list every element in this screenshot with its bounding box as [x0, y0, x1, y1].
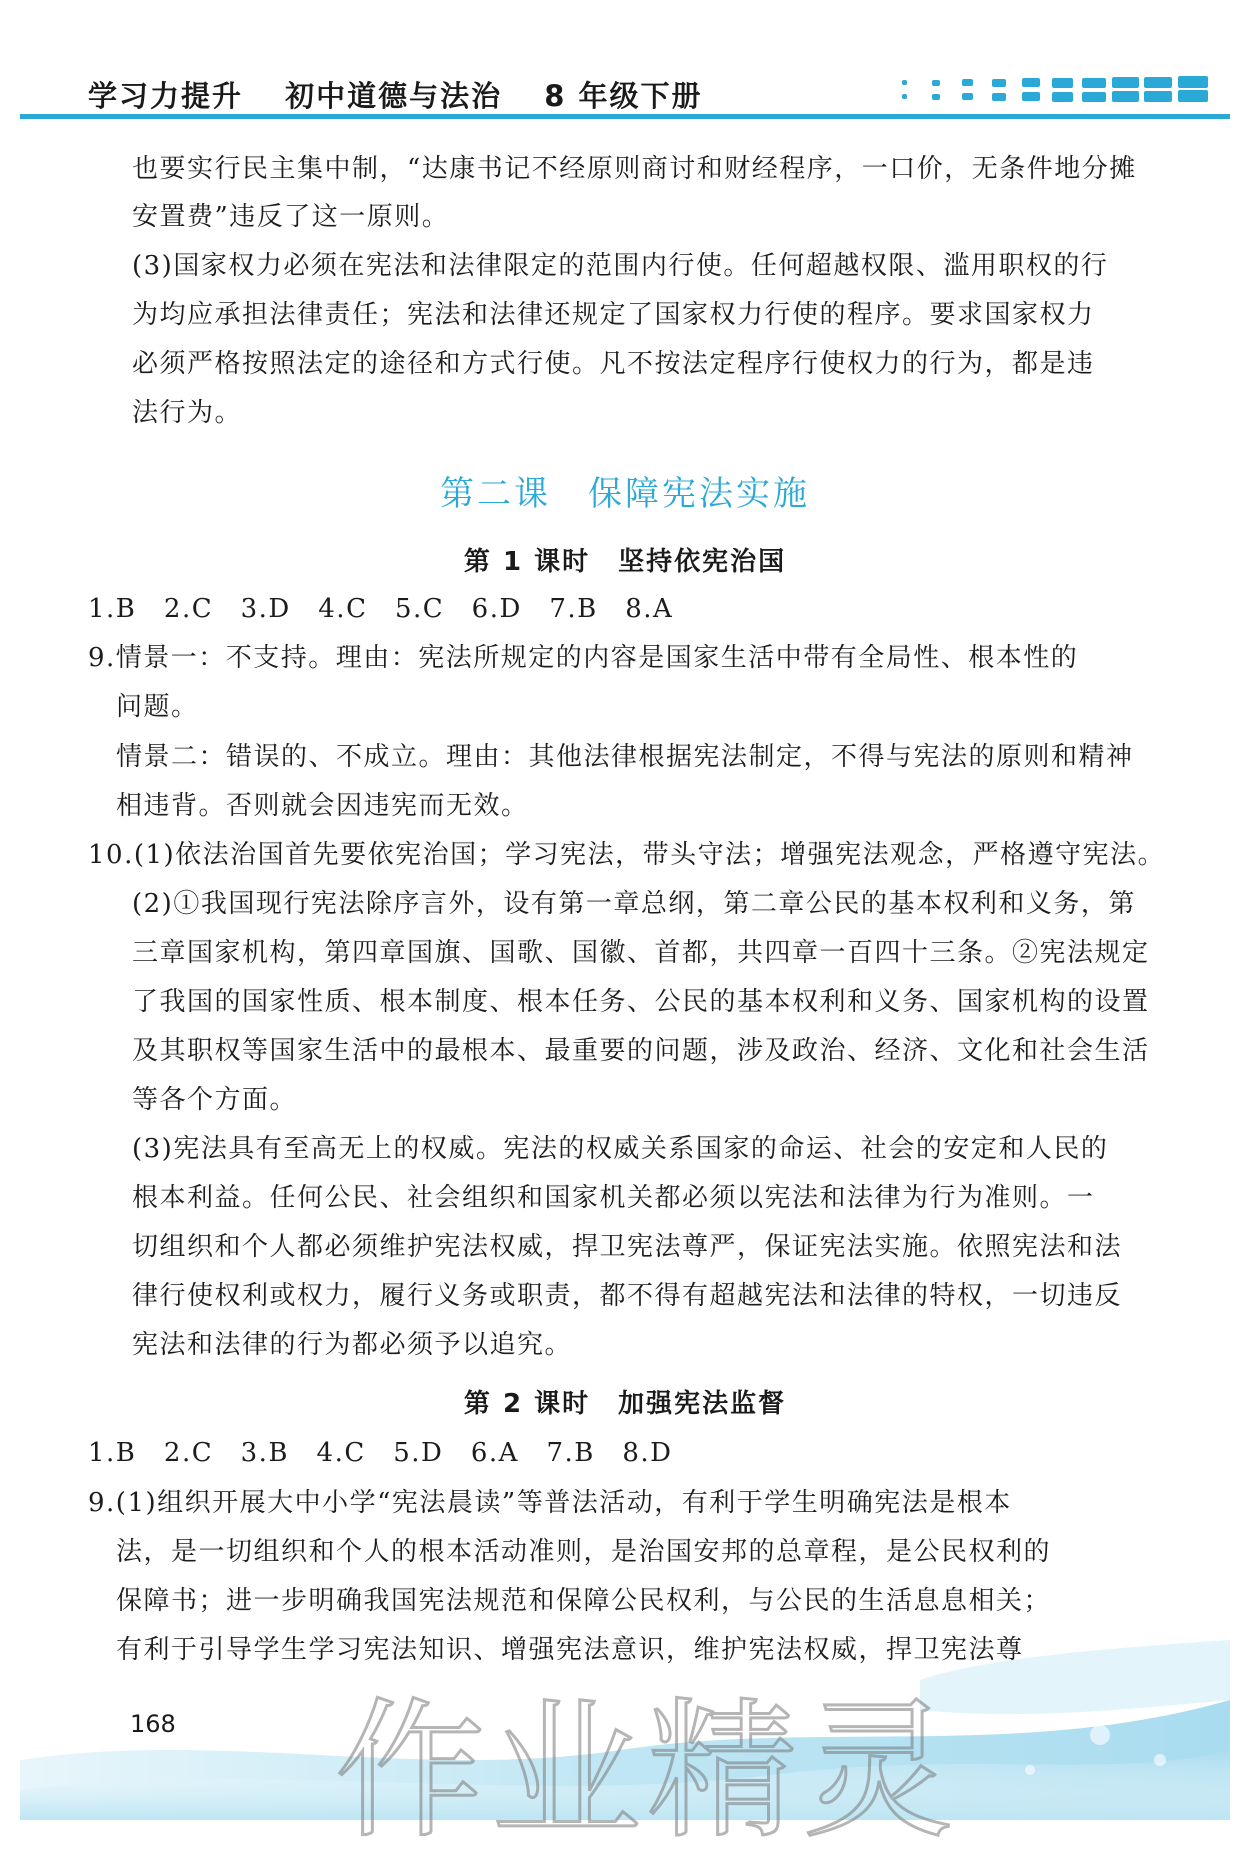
body-line: 了我国的国家性质、根本制度、根本任务、公民的基本权利和义务、国家机构的设置 [132, 987, 1150, 1017]
body-line: 根本利益。任何公民、社会组织和国家机关都必须以宪法和法律为行为准则。一 [132, 1183, 1095, 1213]
body-line: 情景二：错误的、不成立。理由：其他法律根据宪法制定，不得与宪法的原则和精神 [116, 742, 1134, 772]
body-line: 10.(1)依法治国首先要依宪治国；学习宪法，带头守法；增强宪法观念，严格遵守宪法。 [88, 840, 1166, 870]
watermark-logo: 作业精灵 [335, 1685, 960, 1859]
section-title: 第 1 课时 坚持依宪治国 [463, 547, 787, 577]
body-line: (3)国家权力必须在宪法和法律限定的范围内行使。任何超越权限、滥用职权的行 [132, 251, 1109, 281]
answer-key: 1.B 2.C 3.B 4.C 5.D 6.A 7.B 8.D [88, 1438, 673, 1468]
header-title [88, 74, 733, 115]
page-header [0, 0, 1250, 130]
body-line: 相违背。否则就会因违宪而无效。 [116, 791, 529, 821]
body-line: 必须严格按照法定的途径和方式行使。凡不按法定程序行使权力的行为，都是违 [132, 349, 1095, 379]
body-line: 律行使权利或权力，履行义务或职责，都不得有超越宪法和法律的特权，一切违反 [132, 1281, 1123, 1311]
body-line: 及其职权等国家生活中的最根本、最重要的问题，涉及政治、经济、文化和社会生活 [132, 1036, 1150, 1066]
header-decoration-bars [890, 78, 1230, 108]
body-line: 三章国家机构，第四章国旗、国歌、国徽、首都，共四章一百四十三条。②宪法规定 [132, 938, 1150, 968]
body-line: 9.(1)组织开展大中小学“宪法晨读”等普法活动，有利于学生明确宪法是根本 [88, 1488, 1012, 1518]
body-line: 切组织和个人都必须维护宪法权威，捍卫宪法尊严，保证宪法实施。依照宪法和法 [132, 1232, 1123, 1262]
section-title: 第 2 课时 加强宪法监督 [463, 1389, 787, 1419]
body-line: 9.情景一：不支持。理由：宪法所规定的内容是国家生活中带有全局性、根本性的 [88, 643, 1079, 673]
body-line: 有利于引导学生学习宪法知识、增强宪法意识，维护宪法权威，捍卫宪法尊 [116, 1635, 1024, 1665]
body-line: 法行为。 [132, 398, 243, 428]
body-line: 问题。 [116, 692, 199, 722]
header-grade: 8 年级下册 [544, 79, 703, 113]
header-book: 学习力提升 [88, 79, 244, 113]
header-rule [20, 114, 1230, 119]
body-line: 为均应承担法律责任；宪法和法律还规定了国家权力行使的程序。要求国家权力 [132, 300, 1095, 330]
lesson-title: 第二课 保障宪法实施 [440, 474, 810, 514]
body-line: 宪法和法律的行为都必须予以追究。 [132, 1330, 573, 1360]
body-line: 保障书；进一步明确我国宪法规范和保障公民权利，与公民的生活息息相关； [116, 1586, 1052, 1616]
header-subject: 初中道德与法治 [285, 79, 503, 113]
body-line: (3)宪法具有至高无上的权威。宪法的权威关系国家的命运、社会的安定和人民的 [132, 1134, 1109, 1164]
body-line: 也要实行民主集中制，“达康书记不经原则商讨和财经程序，一口价，无条件地分摊 [132, 154, 1137, 184]
body-line: 法，是一切组织和个人的根本活动准则，是治国安邦的总章程，是公民权利的 [116, 1537, 1052, 1567]
watermark-mid [385, 905, 805, 1035]
watermark-mid-shape [385, 905, 805, 1015]
answer-key: 1.B 2.C 3.D 4.C 5.C 6.D 7.B 8.A [88, 594, 674, 624]
page-number: 168 [130, 1710, 176, 1738]
body-line: 安置费”违反了这一原则。 [132, 202, 450, 232]
body-line: 等各个方面。 [132, 1085, 298, 1115]
body-line: (2)①我国现行宪法除序言外，设有第一章总纲，第二章公民的基本权利和义务，第 [132, 889, 1136, 919]
